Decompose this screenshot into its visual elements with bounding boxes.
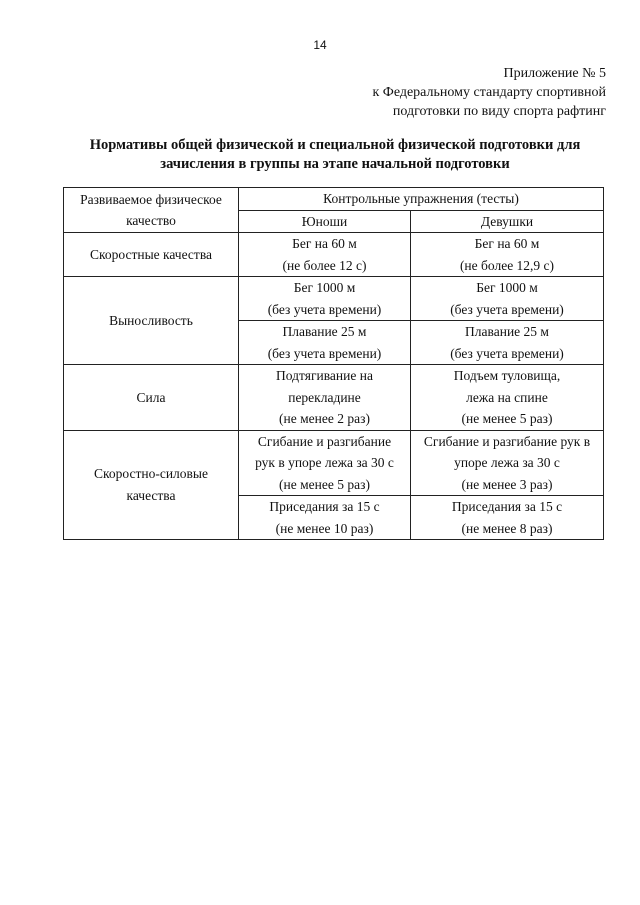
- exercise-line: упоре лежа за 30 с: [454, 455, 560, 470]
- exercise-line: Приседания за 15 с: [451, 499, 563, 514]
- exercise-line: перекладине: [288, 389, 361, 405]
- title-line: Нормативы общей физической и специальной физической подготовки для: [89, 137, 581, 153]
- exercise-line: Сгибание и разгибание рук в: [423, 433, 591, 449]
- norms-table: [63, 187, 604, 540]
- exercise-cell-girls: [411, 277, 604, 321]
- table-row: [64, 233, 604, 277]
- exercise-line: (без учета времени): [450, 301, 564, 317]
- header-tests: Контрольные упражнения (тесты): [239, 188, 604, 211]
- header-quality-line: Развиваемое физическое: [80, 191, 222, 207]
- quality-line: качества: [126, 487, 176, 503]
- exercise-line: Сгибание и разгибание: [257, 433, 392, 449]
- exercise-cell-boys: [239, 277, 411, 321]
- exercise-line: (не менее 8 раз): [461, 520, 553, 536]
- exercise-line: (не менее 5 раз): [461, 411, 553, 426]
- quality-cell: [64, 233, 239, 277]
- quality-cell: [64, 365, 239, 431]
- exercise-cell-boys: [239, 321, 411, 365]
- exercise-line: Бег 1000 м: [476, 280, 538, 295]
- exercise-line: Бег на 60 м: [292, 236, 357, 251]
- exercise-line: лежа на спине: [466, 389, 548, 405]
- quality-line: Сила: [136, 389, 166, 405]
- exercise-line: Бег 1000 м: [293, 280, 356, 295]
- exercise-line: Подтягивание на: [276, 368, 373, 383]
- table-row: [64, 365, 604, 431]
- exercise-line: Плавание 25 м: [282, 324, 367, 339]
- document-title: [40, 136, 630, 174]
- appendix-line: Приложение № 5: [503, 66, 606, 81]
- exercise-cell-boys: [239, 496, 411, 540]
- exercise-cell-boys: [239, 430, 411, 496]
- table-header-row: [64, 188, 604, 211]
- appendix-line: к Федеральному стандарту спортивной: [372, 85, 606, 100]
- exercise-line: Приседания за 15 с: [269, 499, 380, 514]
- exercise-line: (не менее 3 раз): [461, 476, 553, 492]
- exercise-line: (без учета времени): [267, 345, 382, 361]
- quality-line: Скоростно-силовые: [94, 466, 208, 482]
- exercise-line: (не более 12 с): [282, 257, 367, 273]
- exercise-line: рук в упоре лежа за 30 с: [255, 455, 394, 470]
- exercise-cell-boys: [239, 365, 411, 431]
- exercise-line: Плавание 25 м: [465, 324, 549, 339]
- page-number: 14: [313, 38, 327, 52]
- header-quality: [64, 188, 239, 233]
- header-girls: Девушки: [411, 210, 604, 233]
- exercise-cell-girls: [411, 496, 604, 540]
- quality-cell: [64, 277, 239, 365]
- header-boys: Юноши: [239, 210, 411, 233]
- quality-line: Выносливость: [109, 312, 193, 328]
- exercise-cell-girls: [411, 233, 604, 277]
- exercise-line: (не менее 2 раз): [279, 411, 370, 426]
- exercise-line: Бег на 60 м: [474, 236, 540, 251]
- title-line: зачисления в группы на этапе начальной подготовки: [160, 156, 510, 172]
- table-row: [64, 277, 604, 321]
- exercise-cell-girls: [411, 430, 604, 496]
- exercise-line: (не менее 5 раз): [279, 476, 370, 492]
- header-quality-line: качество: [126, 213, 176, 228]
- appendix-line: подготовки по виду спорта рафтинг: [392, 104, 606, 119]
- exercise-line: (без учета времени): [267, 301, 382, 317]
- quality-line: Скоростные качества: [89, 246, 213, 262]
- exercise-line: (не менее 10 раз): [275, 520, 374, 536]
- exercise-line: (без учета времени): [450, 345, 564, 361]
- quality-cell: [64, 430, 239, 540]
- exercise-cell-boys: [239, 233, 411, 277]
- exercise-line: (не более 12,9 с): [459, 257, 555, 273]
- table-row: [64, 430, 604, 496]
- exercise-cell-girls: [411, 321, 604, 365]
- appendix-header: [372, 64, 606, 121]
- exercise-cell-girls: [411, 365, 604, 431]
- exercise-line: Подъем туловища,: [453, 368, 561, 383]
